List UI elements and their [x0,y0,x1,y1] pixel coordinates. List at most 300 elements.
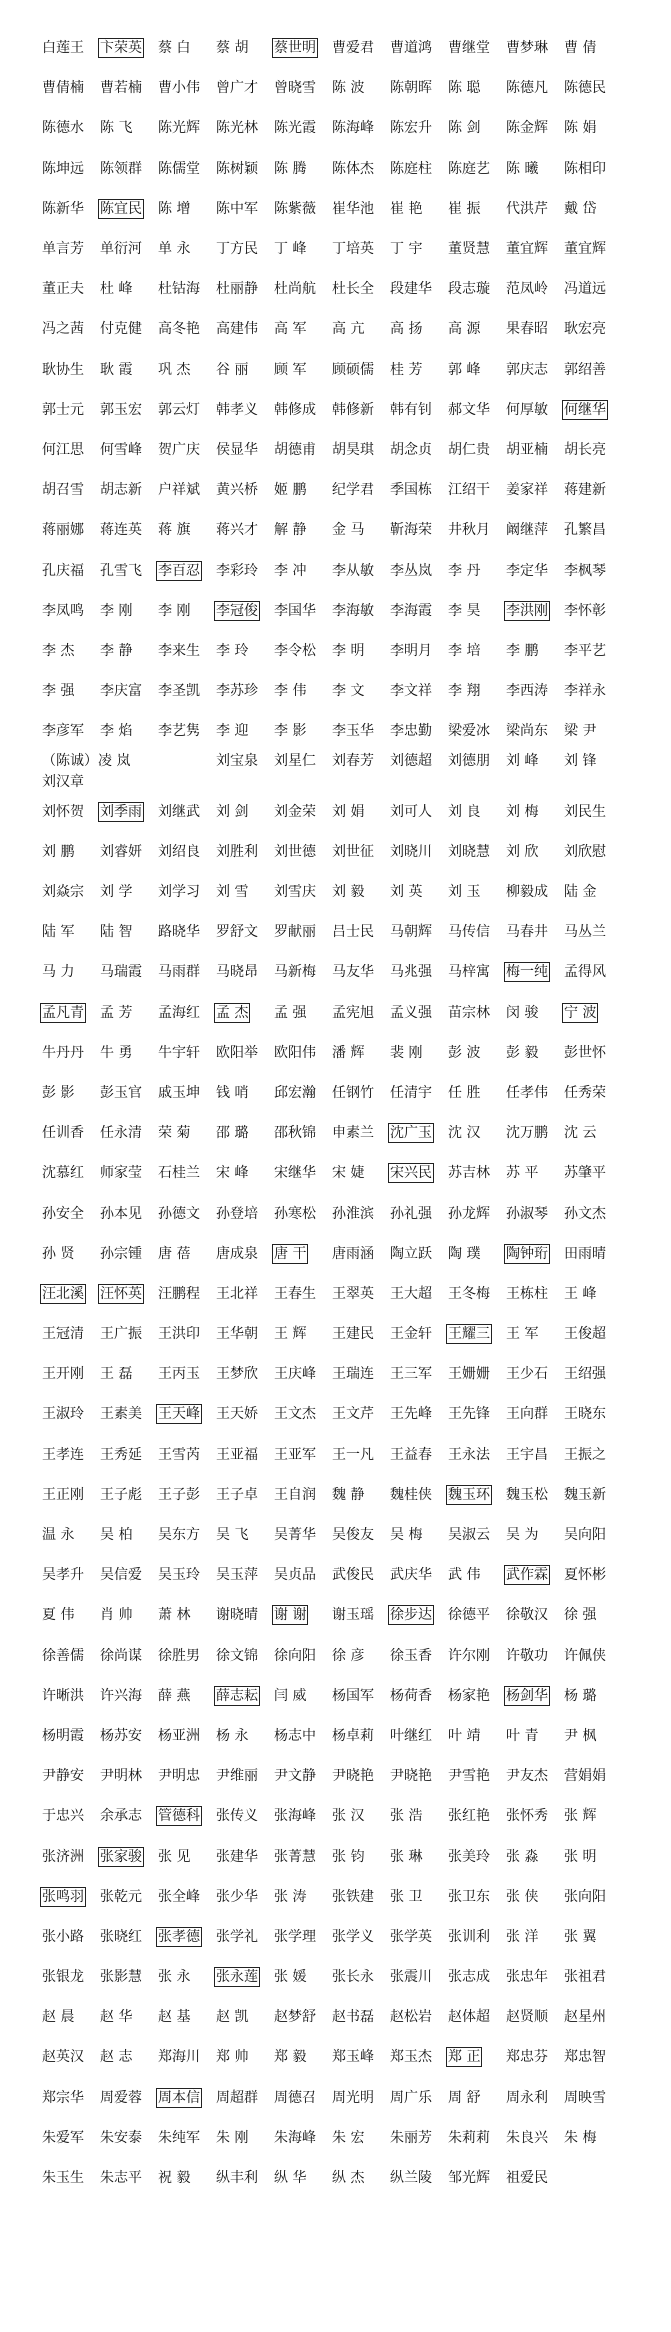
person-name: 李 刚 [100,602,133,619]
person-name: 周映雪 [564,2089,606,2106]
person-name: 王大超 [390,1285,432,1302]
person-name: 马雨群 [158,964,200,981]
person-name: 赵贤顺 [506,2009,548,2026]
person-name: 钱 哨 [216,1084,249,1101]
person-name: 曹梦琳 [506,40,548,57]
person-name: 王孝连 [42,1446,84,1463]
person-name: 刘焱宗 [42,884,84,901]
person-name: 陈德凡 [506,80,548,97]
person-name: 蒋丽娜 [42,522,84,539]
person-name: 吴玉玲 [158,1567,200,1584]
person-name: 李百忍 [158,562,200,579]
person-name: 段建华 [390,281,432,298]
person-name: 尹维丽 [216,1768,258,1785]
person-name: 曹道鸿 [390,40,432,57]
person-name: 王秀延 [100,1446,142,1463]
person-name: 张家骏 [100,1848,142,1865]
person-name: 刘 良 [448,803,481,820]
person-name: 张永莲 [216,1969,258,1986]
person-name: 石桂兰 [158,1165,200,1182]
person-name: 沈 汉 [448,1125,481,1142]
person-name: 赵体超 [448,2009,490,2026]
person-name: 孙龙辉 [448,1205,490,1222]
person-name: 徐向阳 [274,1647,316,1664]
person-name: 王先锋 [448,1406,490,1423]
person-name: 戴 岱 [564,200,597,217]
person-name: 李从敏 [332,562,374,579]
person-name: 刘雪庆 [274,884,316,901]
person-name: 张晓红 [100,1928,142,1945]
person-name: 范凤岭 [506,281,548,298]
person-name: 王冬梅 [448,1285,490,1302]
person-name: 王天娇 [216,1406,258,1423]
person-name: 孙本见 [100,1205,142,1222]
person-name: 肖 帅 [100,1607,133,1624]
person-name: 尹雪艳 [448,1768,490,1785]
name-row [40,2078,671,2118]
person-name: 赵书磊 [332,2009,374,2026]
person-name: 柳毅成 [506,884,548,901]
person-name: 刘宝泉 [216,753,258,770]
person-name: 胡念贞 [390,441,432,458]
person-name: 陈 腾 [274,160,307,177]
name-row [40,1153,671,1193]
person-name: 邱宏瀚 [274,1084,316,1101]
name-row [40,430,671,470]
person-name: 郑海川 [158,2049,200,2066]
person-name: 杜尚航 [274,281,316,298]
person-name: （陈诚）凌 岚 [42,753,131,770]
person-name: 李 丹 [448,562,481,579]
person-name: 陈中军 [216,200,258,217]
person-name: 郑 毅 [274,2049,307,2066]
name-row [40,2037,671,2077]
person-name: 韩修成 [274,401,316,418]
person-name: 陈 增 [158,200,191,217]
person-name: 王 峰 [564,1285,597,1302]
person-name: 何雪峰 [100,441,142,458]
person-name: 宋 峰 [216,1165,249,1182]
person-name: 井秋月 [448,522,490,539]
person-name: 谷 丽 [216,361,249,378]
person-name: 高 军 [274,321,307,338]
person-name: 孔庆福 [42,562,84,579]
person-name: 彭世怀 [564,1044,606,1061]
person-name: 纵兰陵 [390,2170,432,2187]
person-name: 李苏珍 [216,683,258,700]
person-name: 王建民 [332,1326,374,1343]
person-name: 张铁建 [332,1888,374,1905]
person-name: 刘 欣 [506,843,539,860]
person-name: 任清宇 [390,1084,432,1101]
person-name: 李 影 [274,723,307,740]
person-name: 周广乐 [390,2089,432,2106]
person-name: 季国栋 [390,482,432,499]
person-name: 徐敬汉 [506,1607,548,1624]
person-name: 陈 波 [332,80,365,97]
person-name: 李来生 [158,642,200,659]
person-name: 张少华 [216,1888,258,1905]
person-name: 尹 枫 [564,1727,597,1744]
person-name: 魏玉松 [506,1486,548,1503]
person-name: 朱玉生 [42,2170,84,2187]
person-name: 杨国军 [332,1687,374,1704]
name-row [40,1073,671,1113]
name-row [40,1595,671,1635]
person-name: 张卫东 [448,1888,490,1905]
person-name: 唐成泉 [216,1245,258,1262]
person-name: 曹倩楠 [42,80,84,97]
person-name: 王丙玉 [158,1366,200,1383]
person-name: 郭玉宏 [100,401,142,418]
person-name: 王梦欣 [216,1366,258,1383]
person-name: 陈 曦 [506,160,539,177]
person-name: 李 伟 [274,683,307,700]
person-name: 周 舒 [448,2089,481,2106]
person-name: 师家莹 [100,1165,142,1182]
person-name: 郭 峰 [448,361,481,378]
person-name: 陶立跃 [390,1245,432,1262]
person-name: 孟 杰 [216,1004,249,1021]
name-row [40,1394,671,1434]
person-name: 徐德平 [448,1607,490,1624]
person-name: 张 浩 [390,1808,423,1825]
person-name: 刘学习 [158,884,200,901]
person-name: 孙安全 [42,1205,84,1222]
person-name: 谢晓晴 [216,1607,258,1624]
person-name: 赵 华 [100,2009,133,2026]
person-name: 李 培 [448,642,481,659]
person-name: 刘 峰 [506,753,539,770]
person-name: 耿 霞 [100,361,133,378]
person-name: 陈 剑 [448,120,481,137]
person-name: 顾硕儒 [332,361,374,378]
person-name: 李怀彰 [564,602,606,619]
person-name: 纪学君 [332,482,374,499]
person-name: 彭 影 [42,1084,75,1101]
person-name: 朱纯军 [158,2129,200,2146]
person-name: 胡昊琪 [332,441,374,458]
person-name: 王冠清 [42,1326,84,1343]
person-name: 蒋连英 [100,522,142,539]
person-name: 陈庭艺 [448,160,490,177]
person-name: 何继华 [564,401,606,418]
name-row [40,711,671,751]
person-name: 薛志耘 [216,1687,258,1704]
person-name: 徐 彦 [332,1647,365,1664]
person-name: 靳海荣 [390,522,432,539]
person-name: 刘 剑 [216,803,249,820]
person-name: 陈光霞 [274,120,316,137]
person-name: 陈 聪 [448,80,481,97]
person-name: 彭玉官 [100,1084,142,1101]
person-name: 唐 蓓 [158,1245,191,1262]
person-name: 张长永 [332,1969,374,1986]
person-name: 王翠英 [332,1285,374,1302]
person-name: 杨亚洲 [158,1727,200,1744]
person-name: 刘世德 [274,843,316,860]
person-name: 温 永 [42,1527,75,1544]
person-name: 孙宗锺 [100,1245,142,1262]
person-name: 杨 永 [216,1727,249,1744]
person-name: 徐玉香 [390,1647,432,1664]
person-name: 李西涛 [506,683,548,700]
person-name: 梁爱冰 [448,723,490,740]
person-name: 刘 鹏 [42,843,75,860]
person-name: 欧阳举 [216,1044,258,1061]
person-name: 张向阳 [564,1888,606,1905]
name-row [40,1555,671,1595]
person-name: 杜钴海 [158,281,200,298]
person-name: 马新梅 [274,964,316,981]
person-name: 王自润 [274,1486,316,1503]
person-name: 曹 倩 [564,40,597,57]
person-name: 王雪芮 [158,1446,200,1463]
person-name: 李凤鸣 [42,602,84,619]
person-name: 胡仁贵 [448,441,490,458]
person-name: 姜家祥 [506,482,548,499]
name-row [40,1193,671,1233]
person-name: 陈坤远 [42,160,84,177]
person-name: 吴向阳 [564,1527,606,1544]
name-row [40,993,671,1033]
person-name: 陈宜民 [100,200,142,217]
person-name: 武 伟 [448,1567,481,1584]
person-name: 王子彪 [100,1486,142,1503]
person-name: 宋继华 [274,1165,316,1182]
person-name: 耿协生 [42,361,84,378]
person-name: 马梓寓 [448,964,490,981]
person-name: 陈光辉 [158,120,200,137]
person-name: 萧 林 [158,1607,191,1624]
person-name: 陈儒堂 [158,160,200,177]
person-name: 许尔刚 [448,1647,490,1664]
person-name: 耿宏亮 [564,321,606,338]
person-name: 李明月 [390,642,432,659]
person-name: 杜丽静 [216,281,258,298]
person-name: 刘继武 [158,803,200,820]
person-name: 赵松岩 [390,2009,432,2026]
person-name: 户祥斌 [158,482,200,499]
person-name: 曹继堂 [448,40,490,57]
person-name: 沈 云 [564,1125,597,1142]
person-name: 吴信爱 [100,1567,142,1584]
person-name: 朱丽芳 [390,2129,432,2146]
person-name: 韩孝义 [216,401,258,418]
person-name: 申素兰 [332,1125,374,1142]
person-name: 尹晓艳 [390,1768,432,1785]
person-name: 王华朝 [216,1326,258,1343]
name-row [40,1676,671,1716]
person-name: 王瑞连 [332,1366,374,1383]
person-name: 单衍河 [100,241,142,258]
person-name: 沈慕红 [42,1165,84,1182]
person-name: 马春井 [506,924,548,941]
person-name: 尹静安 [42,1768,84,1785]
name-row [40,1877,671,1917]
person-name: 吴贞品 [274,1567,316,1584]
person-name: 李 杰 [42,642,75,659]
person-name: 周永利 [506,2089,548,2106]
person-name: 张 媛 [274,1969,307,1986]
person-name: 郭庆志 [506,361,548,378]
person-name: 丁 峰 [274,241,307,258]
person-name: 郑忠智 [564,2049,606,2066]
person-name: 谢 谢 [274,1607,307,1624]
person-name: 马 力 [42,964,75,981]
person-name: 王姗姗 [448,1366,490,1383]
person-name: 张志成 [448,1969,490,1986]
person-name: 何厚敏 [506,401,548,418]
name-row [40,350,671,390]
person-name: 郑宗华 [42,2089,84,2106]
person-name: 杨苏安 [100,1727,142,1744]
person-name: 刘晓慧 [448,843,490,860]
person-name: 许兴海 [100,1687,142,1704]
person-name: 吴菁华 [274,1527,316,1544]
person-name: 孙淮滨 [332,1205,374,1222]
person-name: 丁 宇 [390,241,423,258]
person-name: 陈 娟 [564,120,597,137]
person-name: 高冬艳 [158,321,200,338]
person-name: 王子彭 [158,1486,200,1503]
person-name: 张美玲 [448,1848,490,1865]
person-name: 任秀荣 [564,1084,606,1101]
person-name: 赵 志 [100,2049,133,2066]
person-name: 杜长全 [332,281,374,298]
person-name: 张 琳 [390,1848,423,1865]
person-name: 李艺隽 [158,723,200,740]
person-name: 解 静 [274,522,307,539]
person-name: 阚继萍 [506,522,548,539]
person-name: 王素美 [100,1406,142,1423]
person-name: 宁 波 [564,1004,597,1021]
name-row [40,550,671,590]
person-name: 陈德水 [42,120,84,137]
person-name: 陈宏升 [390,120,432,137]
person-name: 高 亢 [332,321,365,338]
person-name: 朱志平 [100,2170,142,2187]
name-row [40,2118,671,2158]
person-name: 陈 飞 [100,120,133,137]
person-name: 李国华 [274,602,316,619]
person-name: 戚玉坤 [158,1084,200,1101]
person-name: 马晓昂 [216,964,258,981]
person-name: 李枫琴 [564,562,606,579]
name-row [40,671,671,711]
person-name: 刘民生 [564,803,606,820]
person-name: 梅一纯 [506,964,548,981]
person-name: 孟凡青 [42,1004,84,1021]
person-name: 叶 靖 [448,1727,481,1744]
name-row [40,1274,671,1314]
person-name: 刘 锋 [564,753,597,770]
person-name: 李平艺 [564,642,606,659]
name-list [0,28,671,2198]
person-name: 王益春 [390,1446,432,1463]
person-name: 马传信 [448,924,490,941]
person-name: 李 焰 [100,723,133,740]
person-name: 代洪芹 [506,200,548,217]
name-row [40,1314,671,1354]
person-name: 李 冲 [274,562,307,579]
person-name: 任孝伟 [506,1084,548,1101]
person-name: 郑玉峰 [332,2049,374,2066]
person-name: 任 胜 [448,1084,481,1101]
person-name: 王少石 [506,1366,548,1383]
person-name: 武俊民 [332,1567,374,1584]
person-name: 祖爱民 [506,2170,548,2187]
person-name: 宋兴民 [390,1165,432,1182]
person-name: 李洪刚 [506,602,548,619]
person-name: 桂 芳 [390,361,423,378]
person-name: 曾广才 [216,80,258,97]
person-name: 吴俊友 [332,1527,374,1544]
person-name: 胡志新 [100,482,142,499]
person-name: 单言芳 [42,241,84,258]
person-name: 郭士元 [42,401,84,418]
name-row [40,149,671,189]
person-name: 尹明忠 [158,1768,200,1785]
person-name: 付克健 [100,321,142,338]
person-name: 崔华池 [332,200,374,217]
person-name: 王文芹 [332,1406,374,1423]
person-name: 王耀三 [448,1326,490,1343]
name-row [40,872,671,912]
person-name: 刘星仁 [274,753,316,770]
person-name: 陈体杰 [332,160,374,177]
person-name: 牛 勇 [100,1044,133,1061]
person-name: 王三军 [390,1366,432,1383]
person-name: 丁方民 [216,241,258,258]
person-name: 李 强 [42,683,75,700]
person-name: 王亚福 [216,1446,258,1463]
person-name: 江绍干 [448,482,490,499]
person-name: 吴 飞 [216,1527,249,1544]
name-row [40,470,671,510]
person-name: 周超群 [216,2089,258,2106]
person-name: 魏玉环 [448,1486,490,1503]
person-name: 管德科 [158,1808,200,1825]
person-name: 冯道远 [564,281,606,298]
person-name: 潘 辉 [332,1044,365,1061]
person-name: 刘 玉 [448,884,481,901]
person-name: 赵 晨 [42,2009,75,2026]
person-name: 王 辉 [274,1326,307,1343]
person-name: 张 永 [158,1969,191,1986]
person-name: 朱 刚 [216,2129,249,2146]
person-name: 顾 军 [274,361,307,378]
person-name: 沈万鹏 [506,1125,548,1142]
person-name: 孔雪飞 [100,562,142,579]
name-row [40,269,671,309]
person-name: 孙礼强 [390,1205,432,1222]
person-name: 张学英 [390,1928,432,1945]
person-name: 周德召 [274,2089,316,2106]
name-row [40,1033,671,1073]
person-name: 刘怀贺 [42,803,84,820]
person-name: 吴 为 [506,1527,539,1544]
person-name: 许晰洪 [42,1687,84,1704]
person-name: 高建伟 [216,321,258,338]
person-name: 邵秋锦 [274,1125,316,1142]
name-row [40,751,671,791]
name-row [40,1796,671,1836]
person-name: 张 淼 [506,1848,539,1865]
person-name: 尹文静 [274,1768,316,1785]
person-name: 郑 帅 [216,2049,249,2066]
name-row [40,189,671,229]
